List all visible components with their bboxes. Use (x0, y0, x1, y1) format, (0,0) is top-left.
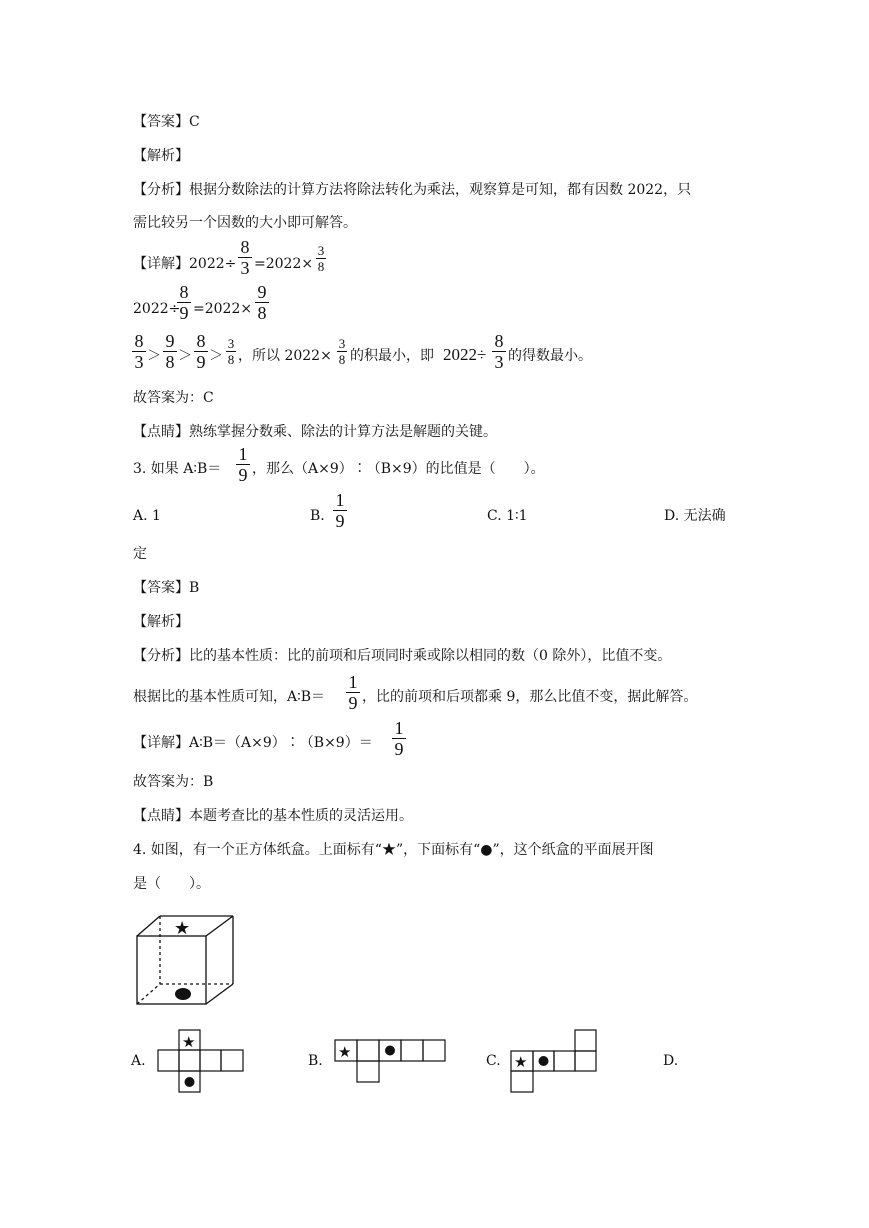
analysis-text: 【分析】根据分数除法的计算方法将除法转化为乘法，观察算是可知，都有因数 2022，只 (133, 182, 692, 198)
conclusion-text: 故答案为：C (133, 390, 214, 406)
question-stem: 是（ ）。 (133, 876, 210, 892)
answer-label: 【答案】B (133, 580, 200, 596)
analysis-text: 需比较另一个因数的大小即可解答。 (133, 215, 357, 231)
equation-text: 2022÷ (133, 301, 181, 317)
fraction: 3 8 (227, 336, 235, 367)
fraction: 1 9 (236, 445, 250, 484)
question-stem: 4. 如图，有一个正方体纸盒。上面标有“★”，下面标有“●”，这个纸盒的平面展开图 (133, 842, 654, 858)
question-stem: ，那么（A×9）∶（B×9）的比值是（ ）。 (252, 461, 545, 477)
analysis-label: 【解析】 (133, 148, 189, 164)
analysis-label: 【解析】 (133, 614, 189, 630)
reasoning-text: 2022÷ (443, 345, 487, 364)
key-point-text: 【点睛】熟练掌握分数乘、除法的计算方法是解题的关键。 (133, 424, 497, 440)
star-icon: ★ (182, 1033, 196, 1051)
option-a[interactable]: A. 1 (133, 508, 161, 524)
gt-sign: ＞ (147, 348, 161, 364)
option-d[interactable]: D. (663, 1053, 679, 1069)
dot-icon (539, 1056, 549, 1066)
equation-text: =2022× (193, 301, 253, 317)
fraction: 9 8 (163, 332, 177, 371)
fraction: 9 8 (255, 283, 269, 322)
equation-text: =2022× (254, 256, 314, 272)
option-d[interactable]: D. 无法确 (664, 508, 726, 524)
fraction: 1 9 (333, 491, 347, 530)
fraction: 8 9 (194, 332, 208, 371)
reasoning-text: 的积最小，即 (350, 348, 434, 364)
fraction: 8 3 (492, 332, 506, 371)
conclusion-text: 故答案为：B (133, 774, 214, 790)
fraction: 8 9 (177, 283, 191, 322)
question-stem: 3. 如果 A∶B＝ (133, 461, 222, 477)
option-a[interactable]: A. (131, 1053, 146, 1069)
fraction: 8 3 (132, 332, 146, 371)
reasoning-text: 的得数最小。 (508, 348, 592, 364)
gt-sign: ＞ (178, 348, 192, 364)
analysis-text: 【分析】比的基本性质：比的前项和后项同时乘或除以相同的数（0 除外），比值不变。 (133, 648, 672, 664)
fraction: 3 8 (317, 243, 325, 274)
option-d-continued: 定 (133, 546, 147, 562)
fraction: 8 3 (238, 238, 252, 277)
star-icon: ★ (514, 1053, 528, 1071)
option-b[interactable]: B. (310, 508, 325, 524)
detail-text: 【详解】A∶B＝（A×9）∶（B×9）＝ (133, 735, 373, 751)
fraction: 1 9 (392, 719, 406, 758)
star-icon: ★ (174, 918, 191, 939)
option-c[interactable]: C. (486, 1053, 501, 1069)
analysis-text: ，比的前项和后项都乘 9，那么比值不变，据此解答。 (362, 689, 698, 705)
detail-label: 【详解】2022÷ (133, 256, 237, 272)
key-point-text: 【点睛】本题考查比的基本性质的灵活运用。 (133, 808, 413, 824)
option-c[interactable]: C. 1∶1 (487, 508, 528, 524)
reasoning-text: ，所以 2022× (238, 348, 332, 364)
star-icon: ★ (338, 1043, 352, 1061)
option-b[interactable]: B. (308, 1053, 323, 1069)
fraction: 1 9 (346, 673, 360, 712)
gt-sign: ＞ (209, 348, 223, 364)
fraction: 3 8 (338, 336, 346, 367)
analysis-text: 根据比的基本性质可知，A∶B＝ (133, 689, 326, 705)
answer-label: 【答案】C (133, 114, 200, 130)
